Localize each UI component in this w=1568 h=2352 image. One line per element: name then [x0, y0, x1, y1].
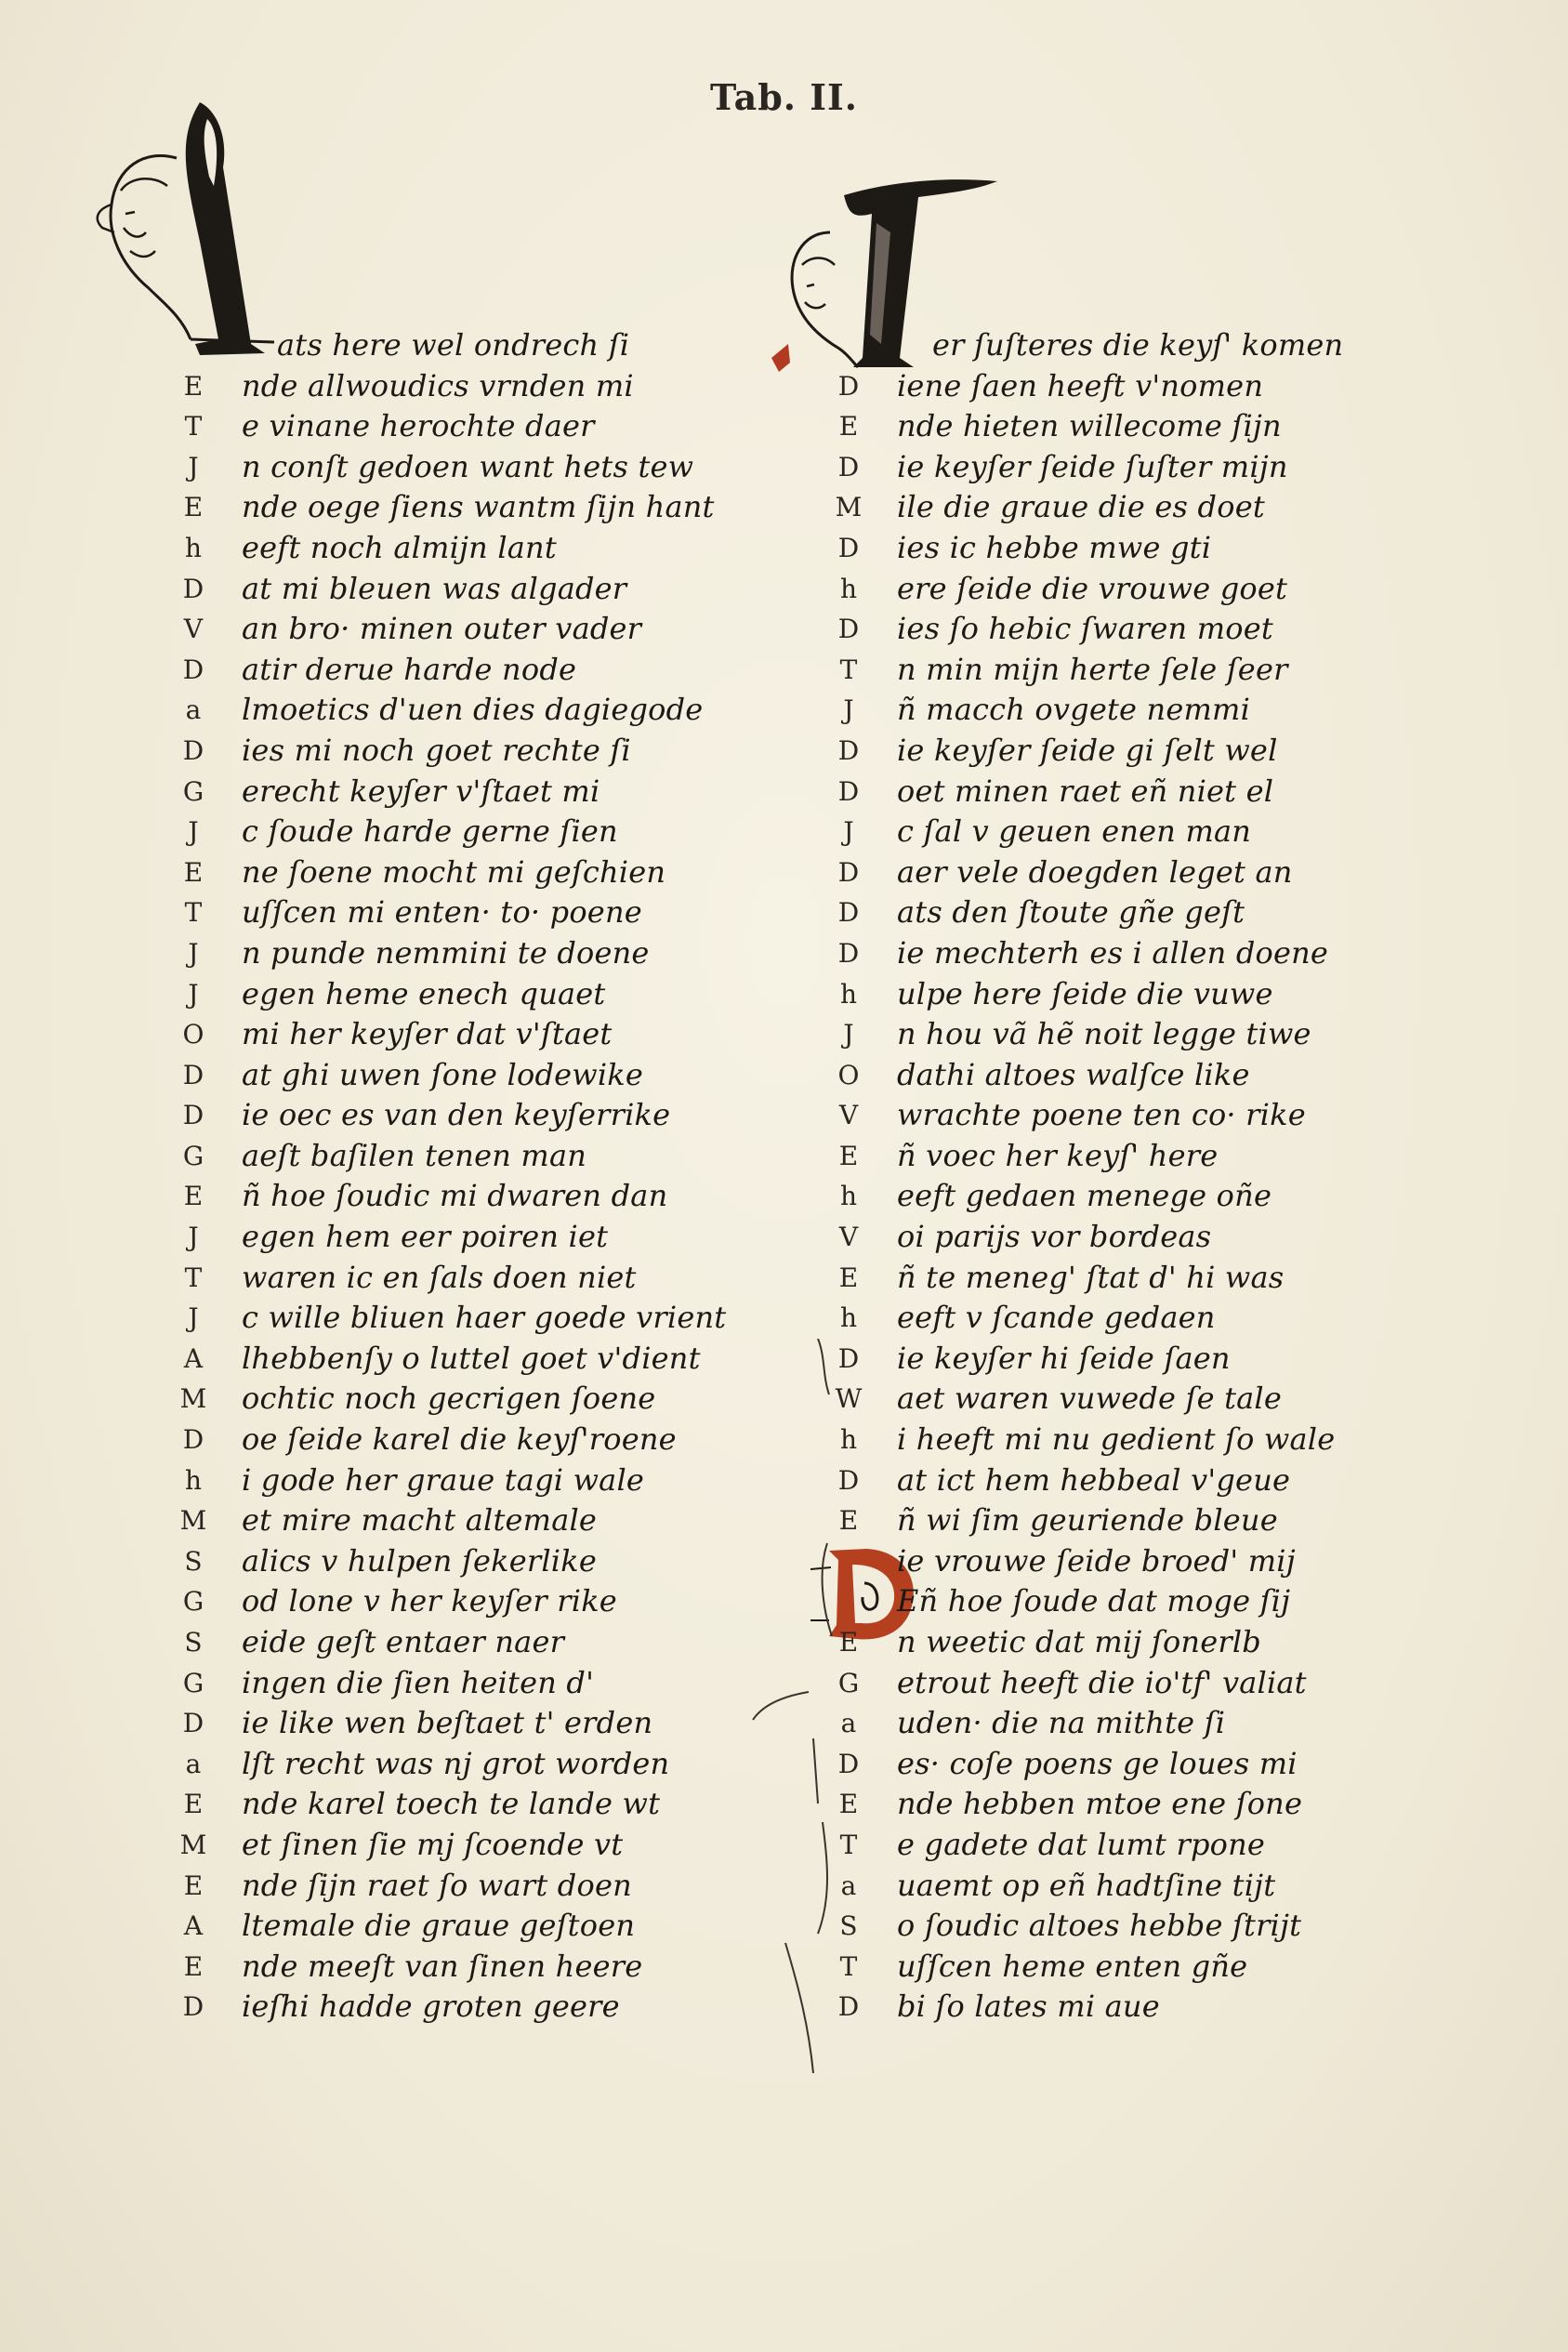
line-text: aer vele doegden leget an	[897, 853, 1293, 890]
line-text: erecht keyſer v'ſtaet mi	[242, 773, 600, 809]
line-initial: S	[184, 1545, 203, 1577]
text-line	[841, 650, 1399, 691]
line-initial: D	[837, 1464, 860, 1496]
text-line	[841, 1947, 1399, 1988]
text-line	[179, 1379, 762, 1420]
text-line	[186, 447, 762, 488]
line-initial: J	[188, 816, 199, 848]
text-line	[837, 1339, 1399, 1380]
line-initial: h	[184, 1464, 203, 1496]
text-line	[841, 1906, 1399, 1947]
line-text: nde ſijn raet ſo wart doen	[242, 1867, 632, 1903]
line-initial: E	[838, 411, 859, 443]
text-line	[182, 569, 762, 610]
line-initial: T	[184, 411, 203, 443]
line-initial: D	[182, 1424, 204, 1456]
line-text: oe ſeide karel die keyſ'roene	[242, 1421, 677, 1458]
line-initial: h	[839, 1424, 858, 1456]
line-text: ingen die ſien heiten d'	[242, 1664, 595, 1700]
line-text: ñ macch ovgete nemmi	[897, 692, 1251, 728]
line-text: bi ſo lates mi aue	[897, 1989, 1160, 2025]
text-line	[838, 1095, 1399, 1136]
text-line	[841, 1866, 1399, 1907]
line-text: eeft v ſcande gedaen	[897, 1300, 1216, 1336]
line-initial: h	[184, 532, 203, 563]
text-line	[182, 1055, 762, 1096]
line-text: nde meeſt van ſinen heere	[242, 1948, 643, 1984]
line-initial: V	[838, 1100, 859, 1131]
line-text: uaemt op eñ hadtſine tijt	[897, 1867, 1276, 1903]
line-initial: M	[835, 492, 863, 523]
text-line	[182, 1136, 762, 1177]
line-text: ies ſo hebic ſwaren moet	[897, 611, 1273, 647]
text-line	[186, 1258, 762, 1299]
line-text: ulpe here ſeide die vuwe	[897, 975, 1273, 1011]
line-initial: T	[839, 654, 858, 685]
text-line	[837, 528, 1399, 569]
text-line	[837, 933, 1399, 974]
line-initial: G	[182, 1140, 204, 1171]
text-line	[837, 366, 1399, 407]
line-text: ochtic noch gecrigen ſoene	[242, 1381, 656, 1417]
text-line	[183, 1947, 762, 1988]
line-text: od lone v her keyſer rike	[242, 1583, 617, 1619]
line-initial: J	[843, 816, 854, 848]
line-text: ies mi noch goet rechte ſi	[242, 732, 631, 768]
text-line	[841, 1420, 1399, 1460]
text-line	[838, 406, 1399, 447]
text-line	[837, 772, 1399, 813]
line-text: ats den ſtoute gñe geſt	[897, 894, 1245, 931]
text-line	[186, 892, 762, 933]
line-initial: D	[837, 1748, 860, 1779]
line-text: i heeft mi nu gedient ſo wale	[897, 1421, 1336, 1458]
text-line	[182, 1987, 762, 2028]
line-text: nde hebben mtoe ene ſone	[897, 1786, 1303, 1822]
text-line	[837, 892, 1399, 933]
text-line	[837, 447, 1399, 488]
line-text: at ghi uwen ſone lodewike	[242, 1056, 644, 1092]
line-initial: E	[183, 1870, 204, 1901]
line-initial: D	[182, 1708, 204, 1739]
line-text: Eñ hoe ſoude dat moge ſij	[897, 1583, 1291, 1619]
line-initial: D	[837, 775, 860, 807]
text-line	[186, 812, 762, 852]
text-line	[841, 1298, 1399, 1339]
line-text: ie keyſer hi ſeide ſaen	[897, 1340, 1231, 1376]
text-line	[182, 772, 762, 813]
line-initial: a	[840, 1870, 857, 1901]
line-initial: T	[184, 1262, 203, 1293]
text-line	[183, 1176, 762, 1217]
line-text: nde hieten willecome ſijn	[897, 408, 1282, 444]
line-initial: E	[183, 370, 204, 402]
line-initial: E	[183, 1950, 204, 1982]
line-text: ne ſoene mocht mi geſchien	[242, 853, 666, 890]
text-line	[183, 1866, 762, 1907]
line-text: iene ſaen heeft v'nomen	[897, 367, 1264, 403]
text-line	[186, 528, 762, 569]
text-line	[841, 974, 1399, 1015]
line-initial: A	[183, 1910, 204, 1942]
line-text: nde karel toech te lande wt	[242, 1786, 661, 1822]
line-initial: E	[183, 856, 204, 888]
line-text: wrachte poene ten co· rike	[897, 1097, 1306, 1133]
line-initial: M	[179, 1505, 207, 1537]
line-initial: a	[840, 1708, 857, 1739]
text-line	[186, 1622, 762, 1663]
text-line	[838, 1622, 1399, 1663]
line-initial: E	[838, 1627, 859, 1658]
line-text: n weetic dat mij ſonerlb	[897, 1624, 1261, 1659]
text-line	[182, 731, 762, 772]
line-initial: D	[182, 654, 204, 685]
line-initial: J	[188, 1222, 199, 1253]
line-text: i gode her graue tagi wale	[242, 1461, 645, 1498]
text-line	[186, 1541, 762, 1582]
line-text: ie like wen beſtaet t' erden	[242, 1705, 653, 1741]
line-text: ie keyſer ſeide ſuſter mijn	[897, 448, 1288, 484]
line-initial: E	[183, 1181, 204, 1212]
line-initial: E	[183, 1789, 204, 1820]
text-line	[838, 1258, 1399, 1299]
text-line	[183, 1906, 762, 1947]
text-line	[841, 690, 1399, 731]
text-line	[841, 325, 1399, 366]
line-initial: D	[182, 1059, 204, 1090]
line-text: ieſhi hadde groten geere	[242, 1989, 620, 2025]
text-line	[182, 1095, 762, 1136]
line-initial: O	[837, 1059, 860, 1090]
line-initial: D	[837, 532, 860, 563]
right-text-column	[835, 325, 1399, 2028]
line-text: et mire macht altemale	[242, 1502, 598, 1539]
line-initial: D	[837, 1342, 860, 1374]
text-line	[841, 1703, 1399, 1744]
text-line	[837, 1987, 1399, 2028]
line-initial: D	[837, 614, 860, 645]
text-line	[183, 1339, 762, 1380]
text-line	[186, 1744, 762, 1785]
line-initial: G	[182, 1586, 204, 1618]
line-initial: E	[183, 492, 204, 523]
line-initial: T	[184, 897, 203, 929]
text-line	[182, 1703, 762, 1744]
text-line	[183, 852, 762, 893]
line-initial: G	[837, 1667, 860, 1698]
line-text: aeſt baſilen tenen man	[242, 1137, 587, 1173]
line-text: o ſoudic altoes hebbe ſtrijt	[897, 1908, 1302, 1944]
text-line	[182, 1663, 762, 1704]
line-text: ñ wi ſim geuriende bleue	[897, 1502, 1278, 1539]
text-line	[186, 325, 762, 366]
line-initial: J	[843, 1019, 854, 1050]
line-initial: D	[837, 1991, 860, 2023]
line-text: uden· die na mithte ſi	[897, 1705, 1226, 1741]
line-initial: S	[839, 1910, 858, 1942]
line-initial: D	[182, 573, 204, 604]
line-text: egen hem eer poiren iet	[242, 1219, 609, 1255]
text-line	[835, 487, 1399, 528]
line-initial: D	[837, 897, 860, 929]
line-text: oet minen raet eñ niet el	[897, 773, 1274, 809]
line-initial: V	[183, 614, 204, 645]
line-initial: G	[182, 1667, 204, 1698]
text-line	[838, 1217, 1399, 1258]
text-line	[179, 1500, 762, 1541]
text-line	[183, 487, 762, 528]
line-text: ats here wel ondrech ſi	[277, 327, 630, 363]
line-text: ere ſeide die vrouwe goet	[897, 570, 1288, 606]
text-line	[182, 650, 762, 691]
line-text: egen heme enech quaet	[242, 975, 606, 1011]
line-text: alics v hulpen ſekerlike	[242, 1542, 597, 1579]
line-initial: E	[838, 1262, 859, 1293]
line-initial: M	[179, 1829, 207, 1860]
line-initial: E	[838, 1140, 859, 1171]
line-initial: D	[182, 1100, 204, 1131]
text-line	[837, 1055, 1399, 1096]
line-text: n punde nemmini te doene	[242, 934, 650, 971]
line-text: lhebbenſy o luttel goet v'dient	[242, 1340, 701, 1376]
text-line	[182, 1014, 762, 1055]
line-text: etrout heeft die io'tf' valiat	[897, 1664, 1307, 1700]
text-line	[183, 609, 762, 650]
line-text: c ſal v geuen enen man	[897, 813, 1252, 850]
line-text: nde oege ſiens wantm ſijn hant	[242, 489, 715, 525]
line-initial: D	[837, 856, 860, 888]
line-text: eeft gedaen menege oñe	[897, 1178, 1272, 1214]
line-initial: T	[839, 1829, 858, 1860]
line-initial: a	[185, 694, 202, 726]
line-initial: W	[835, 1383, 863, 1415]
text-line	[837, 609, 1399, 650]
line-text: lſt recht was nj grot worden	[242, 1745, 670, 1781]
text-line	[837, 852, 1399, 893]
line-text: ltemale die graue geſtoen	[242, 1908, 636, 1944]
line-text: c wille bliuen haer goede vrient	[242, 1300, 727, 1336]
text-line	[837, 1663, 1399, 1704]
line-initial: J	[188, 937, 199, 969]
text-line	[838, 1136, 1399, 1177]
line-initial: D	[837, 451, 860, 482]
text-line	[837, 1744, 1399, 1785]
text-line	[841, 1176, 1399, 1217]
line-initial: D	[182, 734, 204, 766]
text-line	[182, 1581, 762, 1622]
text-line	[186, 690, 762, 731]
text-line	[841, 1541, 1399, 1582]
line-initial: V	[838, 1222, 859, 1253]
line-text: an bro· minen outer vader	[242, 611, 642, 647]
text-line	[841, 569, 1399, 610]
line-text: et ſinen ſie mj ſcoende vt	[242, 1826, 624, 1862]
line-text: ies ic hebbe mwe gti	[897, 529, 1212, 565]
line-text: ñ te meneg' ſtat d' hi was	[897, 1259, 1285, 1295]
line-initial: D	[837, 734, 860, 766]
line-text: n hou vã hẽ noit legge tiwe	[897, 1016, 1311, 1052]
text-line	[837, 731, 1399, 772]
line-text: atir derue harde node	[242, 651, 577, 687]
line-text: es· coſe poens ge loues mi	[897, 1745, 1298, 1781]
line-text: oi parijs vor bordeas	[897, 1219, 1212, 1255]
text-line	[835, 1379, 1399, 1420]
line-text: ie keyſer ſeide gi ſelt wel	[897, 732, 1278, 768]
line-text: eide geſt entaer naer	[242, 1624, 565, 1659]
line-initial: M	[179, 1383, 207, 1415]
line-initial: J	[843, 694, 854, 726]
text-line	[841, 1581, 1399, 1622]
line-initial: D	[837, 937, 860, 969]
plate-title: Tab. II.	[709, 76, 859, 118]
line-initial: G	[182, 775, 204, 807]
text-line	[841, 812, 1399, 852]
line-text: uſſcen heme enten gñe	[897, 1948, 1248, 1984]
text-line	[841, 1014, 1399, 1055]
text-line	[186, 974, 762, 1015]
line-initial: h	[839, 978, 858, 1010]
line-initial: T	[839, 1950, 858, 1982]
line-initial: D	[837, 370, 860, 402]
line-initial: a	[185, 1748, 202, 1779]
line-text: ie mechterh es i allen doene	[897, 934, 1329, 971]
text-line	[183, 1784, 762, 1825]
text-line	[182, 1420, 762, 1460]
line-initial: S	[184, 1627, 203, 1658]
line-text: ile die graue die es doet	[897, 489, 1265, 525]
line-text: lmoetics d'uen dies dagiegode	[242, 692, 704, 728]
line-initial: D	[182, 1991, 204, 2023]
line-text: n min mijn herte ſele ſeer	[897, 651, 1288, 687]
line-text: waren ic en ſals doen niet	[242, 1259, 637, 1295]
line-initial: E	[838, 1789, 859, 1820]
line-text: aet waren vuwede ſe tale	[897, 1381, 1283, 1417]
text-line	[186, 1217, 762, 1258]
line-text: at ict hem hebbeal v'geue	[897, 1461, 1291, 1498]
line-text: mi her keyſer dat v'ſtaet	[242, 1016, 613, 1052]
line-text: ñ hoe ſoudic mi dwaren dan	[242, 1178, 668, 1214]
text-line	[837, 1460, 1399, 1501]
line-initial: J	[188, 451, 199, 482]
line-text: eeft noch almijn lant	[242, 529, 557, 565]
line-text: uſſcen mi enten· to· poene	[242, 894, 642, 931]
line-text: nde allwoudics vrnden mi	[242, 367, 634, 403]
line-initial: J	[188, 978, 199, 1010]
line-text: er ſuſteres die keyſ' komen	[932, 327, 1344, 363]
line-text: c ſoude harde gerne ſien	[242, 813, 618, 850]
text-line	[186, 1460, 762, 1501]
line-text: ie oec es van den keyſerrike	[242, 1097, 671, 1133]
line-initial: h	[839, 573, 858, 604]
line-text: at mi bleuen was algader	[242, 570, 627, 606]
line-text: ie vrouwe ſeide broed' mij	[897, 1542, 1296, 1579]
line-initial: h	[839, 1302, 858, 1334]
left-text-column	[179, 325, 762, 2028]
line-initial: O	[182, 1019, 204, 1050]
text-line	[838, 1500, 1399, 1541]
line-initial: E	[838, 1505, 859, 1537]
text-line	[183, 366, 762, 407]
text-line	[838, 1784, 1399, 1825]
line-text: n conſt gedoen want hets tew	[242, 448, 694, 484]
text-line	[179, 1825, 762, 1866]
text-line	[186, 1298, 762, 1339]
line-initial: h	[839, 1181, 858, 1212]
line-text: dathi altoes walſce like	[897, 1056, 1250, 1092]
text-line	[186, 406, 762, 447]
line-initial: A	[183, 1342, 204, 1374]
line-text: e gadete dat lumt rpone	[897, 1826, 1266, 1862]
line-text: ñ voec her keyſ' here	[897, 1137, 1219, 1173]
text-line	[186, 933, 762, 974]
line-text: e vinane herochte daer	[242, 408, 595, 444]
text-line	[841, 1825, 1399, 1866]
line-initial: J	[188, 1302, 199, 1334]
